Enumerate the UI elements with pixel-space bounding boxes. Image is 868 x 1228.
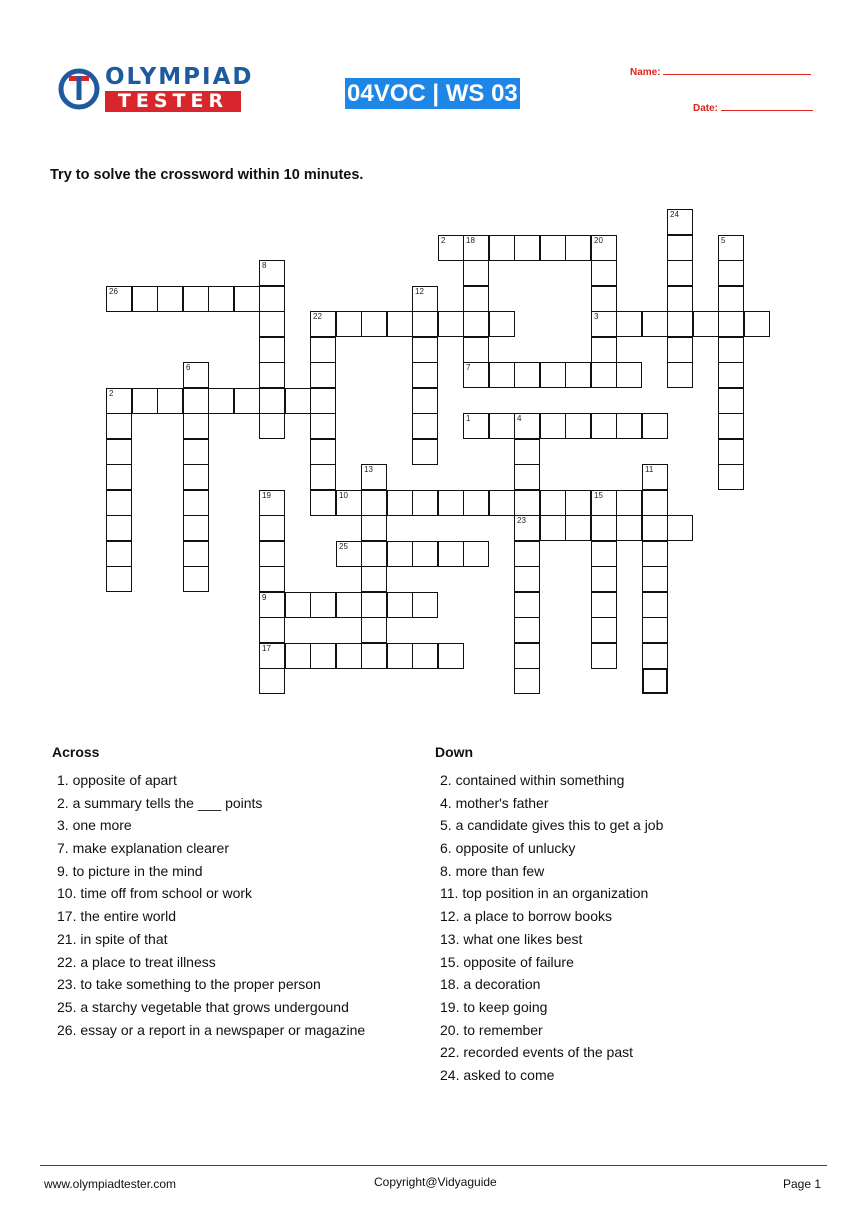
across-clue: 10. time off from school or work	[57, 885, 253, 902]
crossword-cell[interactable]	[591, 337, 617, 363]
footer-url[interactable]: www.olympiadtester.com	[44, 1177, 177, 1191]
crossword-cell[interactable]	[387, 490, 413, 516]
crossword-cell[interactable]	[285, 643, 311, 669]
crossword-cell[interactable]	[540, 235, 566, 261]
crossword-cell[interactable]	[591, 592, 617, 618]
crossword-cell[interactable]	[514, 490, 540, 516]
crossword-cell[interactable]	[642, 668, 668, 694]
crossword-cell[interactable]	[642, 592, 668, 618]
crossword-cell[interactable]	[361, 515, 387, 541]
across-clue: 7. make explanation clearer	[57, 840, 229, 857]
olympiad-tester-logo	[55, 64, 254, 114]
across-clue: 26. essay or a report in a newspaper or magazine	[57, 1021, 366, 1038]
crossword-cell[interactable]	[361, 464, 387, 490]
crossword-cell[interactable]	[693, 311, 719, 337]
crossword-cell[interactable]	[361, 566, 387, 592]
crossword-cell[interactable]	[667, 260, 693, 286]
crossword-cell[interactable]	[183, 490, 209, 516]
crossword-cell[interactable]	[387, 541, 413, 567]
clock-logo-icon	[57, 67, 101, 111]
crossword-cell[interactable]	[642, 413, 668, 439]
crossword-cell[interactable]	[642, 566, 668, 592]
crossword-cell[interactable]	[183, 413, 209, 439]
clue-number: 23	[517, 516, 526, 525]
down-clue: 22. recorded events of the past	[440, 1044, 634, 1061]
footer-divider	[40, 1165, 827, 1166]
down-clue: 6. opposite of unlucky	[440, 840, 576, 857]
crossword-cell[interactable]	[336, 592, 362, 618]
clue-number: 2	[109, 389, 114, 398]
crossword-cell[interactable]	[616, 490, 642, 516]
across-clue: 1. opposite of apart	[57, 772, 177, 788]
clue-number: 10	[339, 491, 348, 500]
crossword-cell[interactable]	[463, 235, 489, 261]
crossword-cell[interactable]	[336, 311, 362, 337]
across-clue: 22. a place to treat illness	[57, 953, 216, 970]
clue-number: 6	[186, 363, 191, 372]
crossword-cell[interactable]	[667, 515, 693, 541]
crossword-cell[interactable]	[463, 311, 489, 337]
crossword-cell[interactable]	[463, 286, 489, 312]
crossword-cell[interactable]	[718, 337, 744, 363]
crossword-cell[interactable]	[489, 490, 515, 516]
crossword-cell[interactable]	[514, 643, 540, 669]
crossword-cell[interactable]	[259, 311, 285, 337]
down-clue: 20. to remember	[440, 1021, 543, 1038]
crossword-cell[interactable]	[591, 566, 617, 592]
crossword-cell[interactable]	[132, 286, 158, 312]
across-clue: 25. a starchy vegetable that grows undergound	[57, 998, 349, 1015]
crossword-cell[interactable]	[591, 413, 617, 439]
down-clue: 8. more than few	[440, 862, 545, 879]
crossword-cell[interactable]	[438, 235, 464, 261]
logo-text-olympiad: OLYMPIAD	[105, 64, 254, 90]
crossword-cell[interactable]	[310, 413, 336, 439]
crossword-cell[interactable]	[642, 541, 668, 567]
crossword-cell[interactable]	[616, 413, 642, 439]
down-clue: 4. mother's father	[440, 794, 549, 811]
crossword-cell[interactable]	[744, 311, 770, 337]
crossword-cell[interactable]	[310, 388, 336, 414]
crossword-cell[interactable]	[259, 668, 285, 694]
crossword-cell[interactable]	[412, 643, 438, 669]
crossword-cell[interactable]	[106, 388, 132, 414]
across-clue: 3. one more	[57, 817, 132, 834]
crossword-cell[interactable]	[106, 464, 132, 490]
date-line[interactable]	[721, 100, 813, 111]
crossword-cell[interactable]	[259, 260, 285, 286]
down-clue: 19. to keep going	[440, 998, 548, 1015]
crossword-cell[interactable]	[642, 490, 668, 516]
crossword-cell[interactable]	[591, 541, 617, 567]
crossword-cell[interactable]	[157, 388, 183, 414]
crossword-cell[interactable]	[310, 311, 336, 337]
crossword-cell[interactable]	[106, 490, 132, 516]
down-clue: 18. a decoration	[440, 976, 541, 993]
across-clue: 23. to take something to the proper person	[57, 976, 321, 993]
crossword-cell[interactable]	[616, 362, 642, 388]
clue-number: 15	[594, 491, 603, 500]
worksheet-code: 04VOC | WS 03	[347, 80, 518, 107]
date-field[interactable]	[693, 100, 813, 114]
crossword-cell[interactable]	[157, 286, 183, 312]
crossword-cell[interactable]	[259, 490, 285, 516]
crossword-cell[interactable]	[208, 286, 234, 312]
crossword-cell[interactable]	[616, 311, 642, 337]
crossword-cell[interactable]	[514, 566, 540, 592]
crossword-cell[interactable]	[438, 490, 464, 516]
crossword-cell[interactable]	[642, 464, 668, 490]
crossword-cell[interactable]	[718, 235, 744, 261]
crossword-cell[interactable]	[259, 286, 285, 312]
crossword-cell[interactable]	[310, 592, 336, 618]
crossword-cell[interactable]	[540, 515, 566, 541]
crossword-cell[interactable]	[565, 515, 591, 541]
crossword-cell[interactable]	[361, 541, 387, 567]
crossword-cell[interactable]	[259, 566, 285, 592]
crossword-cell[interactable]	[259, 643, 285, 669]
crossword-cell[interactable]	[183, 286, 209, 312]
crossword-cell[interactable]	[361, 490, 387, 516]
crossword-cell[interactable]	[667, 311, 693, 337]
down-clue: 24. asked to come	[440, 1066, 555, 1083]
crossword-cell[interactable]	[259, 413, 285, 439]
crossword-cell[interactable]	[183, 388, 209, 414]
clue-number: 24	[670, 210, 679, 219]
crossword-cell[interactable]	[234, 286, 260, 312]
crossword-cell[interactable]	[591, 260, 617, 286]
crossword-cell[interactable]	[514, 541, 540, 567]
crossword-cell[interactable]	[667, 235, 693, 261]
date-label: Date:	[693, 103, 719, 114]
clue-number: 19	[262, 491, 271, 500]
crossword-cell[interactable]	[106, 515, 132, 541]
name-label: Name:	[630, 67, 661, 78]
crossword-cell[interactable]	[463, 413, 489, 439]
crossword-cell[interactable]	[412, 362, 438, 388]
instruction-text: Try to solve the crossword within 10 minutes.	[50, 167, 364, 183]
crossword-cell[interactable]	[336, 643, 362, 669]
crossword-cell[interactable]	[591, 311, 617, 337]
crossword-cell[interactable]	[514, 617, 540, 643]
crossword-cell[interactable]	[310, 362, 336, 388]
clue-number: 26	[109, 287, 118, 296]
crossword-cell[interactable]	[667, 337, 693, 363]
crossword-cell[interactable]	[106, 439, 132, 465]
crossword-cell[interactable]	[565, 235, 591, 261]
crossword-cell[interactable]	[514, 464, 540, 490]
crossword-cell[interactable]	[361, 617, 387, 643]
crossword-cell[interactable]	[285, 388, 311, 414]
crossword-cell[interactable]	[361, 592, 387, 618]
crossword-cell[interactable]	[387, 592, 413, 618]
crossword-cell[interactable]	[718, 362, 744, 388]
clue-number: 17	[262, 644, 271, 653]
crossword-cell[interactable]	[412, 286, 438, 312]
crossword-cell[interactable]	[489, 362, 515, 388]
crossword-cell[interactable]	[132, 388, 158, 414]
down-clue: 2. contained within something	[440, 772, 625, 788]
crossword-cell[interactable]	[387, 311, 413, 337]
crossword-cell[interactable]	[718, 388, 744, 414]
crossword-cell[interactable]	[208, 388, 234, 414]
clue-number: 13	[364, 465, 373, 474]
crossword-cell[interactable]	[259, 337, 285, 363]
crossword-cell[interactable]	[718, 413, 744, 439]
clue-number: 7	[466, 363, 471, 372]
crossword-cell[interactable]	[667, 362, 693, 388]
crossword-cell[interactable]	[106, 541, 132, 567]
clue-number: 3	[594, 312, 599, 321]
clue-number: 18	[466, 236, 475, 245]
crossword-cell[interactable]	[565, 362, 591, 388]
crossword-cell[interactable]	[463, 362, 489, 388]
crossword-cell[interactable]	[591, 362, 617, 388]
crossword-cell[interactable]	[591, 490, 617, 516]
crossword-cell[interactable]	[489, 413, 515, 439]
footer-copyright: Copyright@Vidyaguide	[374, 1175, 497, 1189]
crossword-cell[interactable]	[183, 566, 209, 592]
crossword-cell[interactable]	[565, 490, 591, 516]
crossword-cell[interactable]	[514, 413, 540, 439]
crossword-cell[interactable]	[718, 439, 744, 465]
footer-page-number: Page 1	[783, 1177, 822, 1191]
crossword-cell[interactable]	[463, 490, 489, 516]
logo-text-tester: TESTER	[105, 91, 241, 112]
crossword-cell[interactable]	[718, 286, 744, 312]
crossword-cell[interactable]	[412, 388, 438, 414]
crossword-cell[interactable]	[106, 566, 132, 592]
clue-number: 22	[313, 312, 322, 321]
crossword-cell[interactable]	[336, 541, 362, 567]
crossword-cell[interactable]	[183, 541, 209, 567]
across-clue: 9. to picture in the mind	[57, 862, 203, 879]
crossword-cell[interactable]	[514, 668, 540, 694]
crossword-cell[interactable]	[591, 235, 617, 261]
crossword-cell[interactable]	[591, 643, 617, 669]
crossword-cell[interactable]	[718, 260, 744, 286]
crossword-cell[interactable]	[667, 209, 693, 235]
across-heading: Across	[52, 744, 100, 760]
down-clue-list	[440, 771, 663, 1089]
crossword-cell[interactable]	[438, 643, 464, 669]
clue-number: 25	[339, 542, 348, 551]
crossword-cell[interactable]	[616, 515, 642, 541]
crossword-cell[interactable]	[310, 439, 336, 465]
crossword-cell[interactable]	[514, 515, 540, 541]
crossword-cell[interactable]	[514, 592, 540, 618]
across-clue: 17. the entire world	[57, 908, 177, 925]
across-clue: 21. in spite of that	[57, 930, 168, 947]
crossword-cell[interactable]	[565, 413, 591, 439]
crossword-cell[interactable]	[259, 541, 285, 567]
crossword-cell[interactable]	[310, 337, 336, 363]
crossword-cell[interactable]	[463, 337, 489, 363]
crossword-cell[interactable]	[310, 643, 336, 669]
crossword-cell[interactable]	[667, 286, 693, 312]
crossword-cell[interactable]	[591, 286, 617, 312]
crossword-cell[interactable]	[259, 617, 285, 643]
crossword-cell[interactable]	[514, 235, 540, 261]
crossword-cell[interactable]	[642, 515, 668, 541]
crossword-cell[interactable]	[642, 643, 668, 669]
clue-number: 1	[466, 414, 471, 423]
crossword-cell[interactable]	[718, 311, 744, 337]
crossword-cell[interactable]	[463, 260, 489, 286]
crossword-cell[interactable]	[412, 439, 438, 465]
clue-number: 12	[415, 287, 424, 296]
clue-number: 11	[645, 465, 654, 474]
crossword-cell[interactable]	[183, 362, 209, 388]
clue-number: 4	[517, 414, 522, 423]
crossword-cell[interactable]	[259, 362, 285, 388]
crossword-cell[interactable]	[361, 643, 387, 669]
crossword-cell[interactable]	[387, 643, 413, 669]
crossword-cell[interactable]	[489, 311, 515, 337]
crossword-cell[interactable]	[412, 592, 438, 618]
clue-number: 2	[441, 236, 446, 245]
down-clue: 5. a candidate gives this to get a job	[440, 817, 664, 834]
crossword-cell[interactable]	[310, 490, 336, 516]
crossword-cell[interactable]	[106, 286, 132, 312]
crossword-cell[interactable]	[412, 337, 438, 363]
crossword-cell[interactable]	[106, 413, 132, 439]
crossword-cell[interactable]	[361, 311, 387, 337]
crossword-cell[interactable]	[591, 515, 617, 541]
crossword-cell[interactable]	[412, 490, 438, 516]
crossword-cell[interactable]	[259, 592, 285, 618]
crossword-cell[interactable]	[463, 541, 489, 567]
crossword-cell[interactable]	[718, 464, 744, 490]
across-clue-list	[57, 771, 365, 1043]
clue-number: 20	[594, 236, 603, 245]
crossword-cell[interactable]	[310, 464, 336, 490]
crossword-cell[interactable]	[412, 541, 438, 567]
name-field[interactable]	[630, 64, 811, 78]
down-clue: 15. opposite of failure	[440, 953, 574, 970]
crossword-cell[interactable]	[540, 490, 566, 516]
crossword-cell[interactable]	[183, 464, 209, 490]
down-clue: 11. top position in an organization	[440, 885, 649, 902]
crossword-cell[interactable]	[591, 617, 617, 643]
crossword-cell[interactable]	[642, 311, 668, 337]
clue-number: 8	[262, 261, 267, 270]
down-clue: 12. a place to borrow books	[440, 908, 612, 925]
clue-number: 9	[262, 593, 267, 602]
crossword-cell[interactable]	[642, 617, 668, 643]
crossword-cell[interactable]	[259, 515, 285, 541]
crossword-cell[interactable]	[540, 413, 566, 439]
crossword-cell[interactable]	[514, 439, 540, 465]
crossword-cell[interactable]	[183, 439, 209, 465]
crossword-cell[interactable]	[336, 490, 362, 516]
crossword-cell[interactable]	[234, 388, 260, 414]
crossword-cell[interactable]	[540, 362, 566, 388]
crossword-cell[interactable]	[412, 311, 438, 337]
name-line[interactable]	[663, 64, 811, 75]
crossword-cell[interactable]	[412, 413, 438, 439]
crossword-cell[interactable]	[438, 311, 464, 337]
across-clue: 2. a summary tells the ___ points	[57, 794, 263, 811]
crossword-cell[interactable]	[489, 235, 515, 261]
crossword-cell[interactable]	[438, 541, 464, 567]
clue-number: 5	[721, 236, 726, 245]
crossword-cell[interactable]	[285, 592, 311, 618]
crossword-cell[interactable]	[259, 388, 285, 414]
down-clue: 13. what one likes best	[440, 930, 583, 947]
crossword-cell[interactable]	[514, 362, 540, 388]
down-heading: Down	[435, 744, 474, 760]
crossword-cell[interactable]	[183, 515, 209, 541]
